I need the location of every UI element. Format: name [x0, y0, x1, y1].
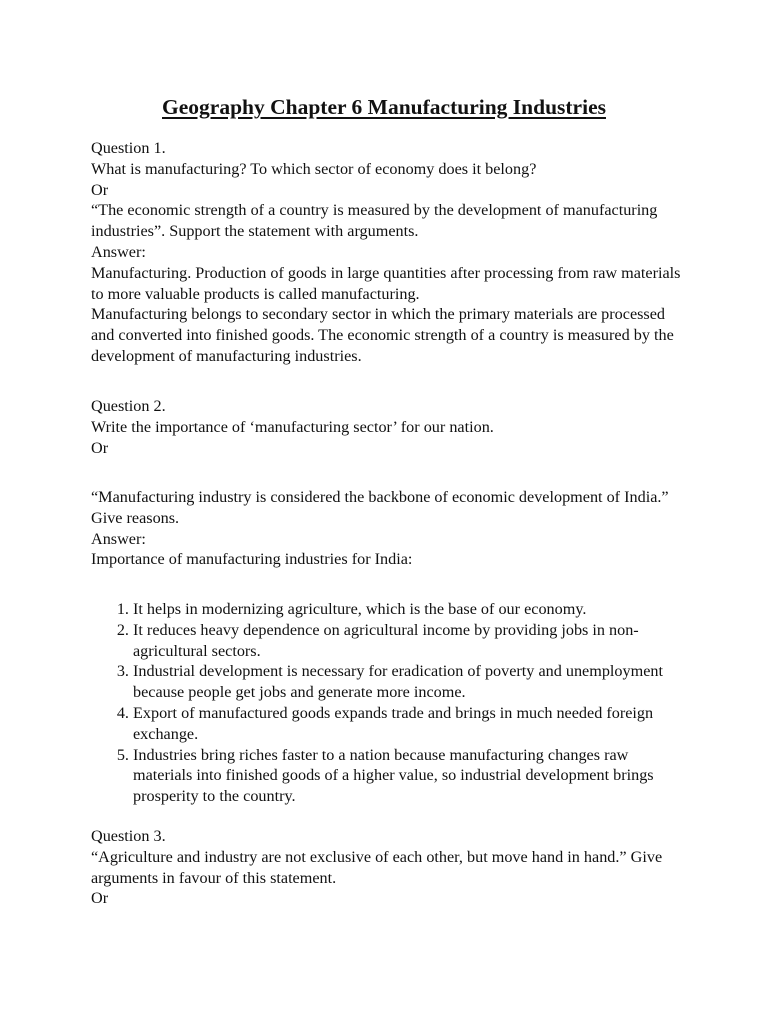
- question-3: [91, 826, 691, 909]
- question-1-answer-para-2: Manufacturing belongs to secondary sector in which the primary materials are processed and converted into finished goods. The economic strength of a country is measured by the development of manufacturing industries.: [91, 305, 674, 365]
- question-2-text: Write the importance of ‘manufacturing sector’ for our nation.: [91, 417, 494, 436]
- question-1: [91, 138, 691, 367]
- question-2-alt-text: “Manufacturing industry is considered the backbone of economic development of India.” Give reasons.: [91, 488, 669, 527]
- question-2-continued: [91, 487, 691, 570]
- importance-list: [91, 599, 691, 807]
- list-item: 1. It helps in modernizing agriculture, which is the base of our economy.: [133, 599, 691, 620]
- question-1-alt-text: “The economic strength of a country is measured by the development of manufacturing industries”. Support the statement with arguments.: [91, 201, 658, 241]
- question-1-text: What is manufacturing? To which sector of economy does it belong?: [91, 159, 537, 178]
- question-2: [91, 396, 691, 458]
- page-title: Geography Chapter 6 Manufacturing Industries: [162, 95, 606, 119]
- question-1-heading: Question 1.: [91, 139, 166, 157]
- list-item: 3. Industrial development is necessary for eradication of poverty and unemployment because people get jobs and generate more income.: [133, 661, 691, 703]
- question-2-answer-intro: Importance of manufacturing industries for India:: [91, 550, 413, 569]
- question-2-answer-label: Answer:: [91, 529, 146, 548]
- question-2-heading: Question 2.: [91, 397, 166, 415]
- question-3-text: “Agriculture and industry are not exclusive of each other, but move hand in hand.” Give arguments in favour of this statement.: [91, 847, 663, 887]
- question-3-heading: Question 3.: [91, 827, 166, 845]
- question-1-answer-label: Answer:: [91, 242, 146, 261]
- list-item: 2. It reduces heavy dependence on agricultural income by providing jobs in non-agricultural sectors.: [133, 620, 691, 662]
- question-2-or: Or: [91, 438, 109, 457]
- question-1-answer-para-1: Manufacturing. Production of goods in large quantities after processing from raw materials to more valuable products is called manufacturing.: [91, 263, 681, 303]
- question-3-or: Or: [91, 889, 109, 908]
- list-item: 5. Industries bring riches faster to a nation because manufacturing changes raw materials into finished goods of a higher value, so industrial development brings prosperity to the country.: [133, 745, 691, 807]
- list-item: 4. Export of manufactured goods expands trade and brings in much needed foreign exchange.: [133, 703, 691, 745]
- question-1-or: Or: [91, 180, 109, 199]
